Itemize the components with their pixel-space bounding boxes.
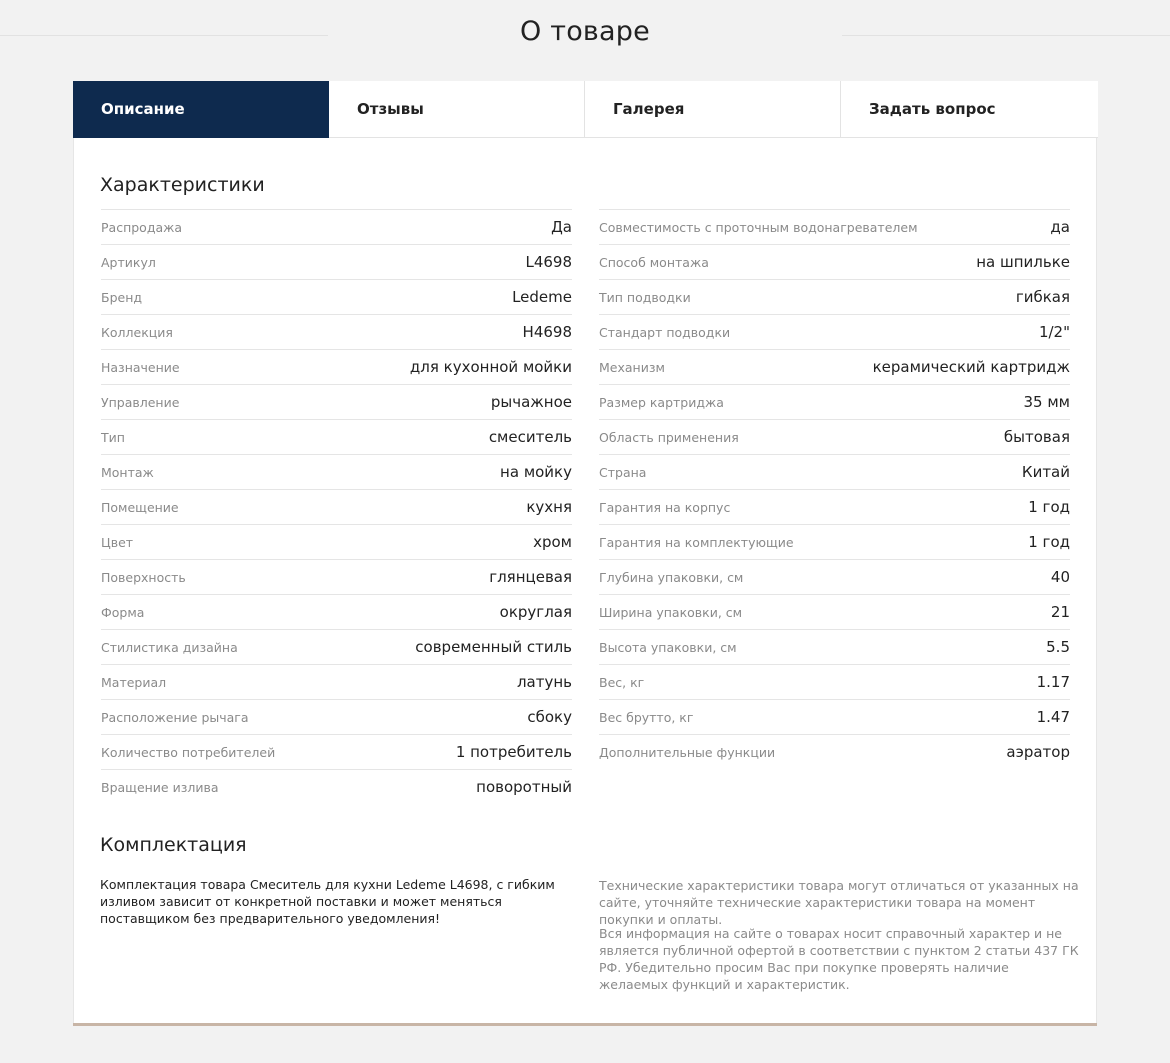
spec-key: Размер картриджа: [599, 394, 724, 410]
spec-value: современный стиль: [415, 638, 572, 656]
disclaimer-offer: Вся информация на сайте о товарах носит справочный характер и не является публичной офертой в соответствии с пунктом 2 статьи 437 ГК РФ. Убедительно просим Вас при покупке проверять наличие желаемых функций и характеристик.: [599, 926, 1079, 992]
kit-text: Комплектация товара Смеситель для кухни Ledeme L4698, с гибким изливом зависит от конкретной поставки и может меняться поставщиком без предварительного уведомления!: [100, 877, 555, 926]
tab-ask-question[interactable]: Задать вопрос: [841, 81, 1098, 138]
spec-row: [101, 769, 572, 804]
spec-value: Да: [551, 218, 572, 236]
spec-row: [101, 209, 572, 244]
spec-key: Форма: [101, 604, 145, 620]
spec-row: [599, 419, 1070, 454]
spec-row: [599, 489, 1070, 524]
spec-row: [101, 629, 572, 664]
spec-value: 5.5: [1046, 638, 1070, 656]
spec-key: Управление: [101, 394, 180, 410]
spec-value: хром: [533, 533, 572, 551]
spec-row: [101, 699, 572, 734]
disclaimer-specs: Технические характеристики товара могут отличаться от указанных на сайте, уточняйте технические характеристики товара на момент покупки и оплаты.: [599, 878, 1079, 927]
spec-value: 21: [1050, 603, 1070, 621]
spec-value: 1.17: [1036, 673, 1070, 691]
spec-row: [101, 314, 572, 349]
spec-row: [599, 454, 1070, 489]
spec-row: [599, 699, 1070, 734]
spec-row: [599, 524, 1070, 559]
spec-value: Ledeme: [512, 288, 572, 306]
spec-value: 40: [1050, 568, 1070, 586]
spec-row: [599, 349, 1070, 384]
specs-left-column: [101, 209, 572, 804]
spec-value: для кухонной мойки: [409, 358, 572, 376]
card-bottom-accent: [73, 1023, 1097, 1026]
spec-value: Китай: [1021, 463, 1070, 481]
spec-row: [101, 279, 572, 314]
spec-key: Способ монтажа: [599, 254, 709, 270]
spec-value: 1.47: [1036, 708, 1070, 726]
spec-key: Тип подводки: [599, 289, 691, 305]
spec-value: H4698: [522, 323, 572, 341]
spec-key: Стилистика дизайна: [101, 639, 238, 655]
spec-value: керамический картридж: [872, 358, 1070, 376]
spec-key: Стандарт подводки: [599, 324, 731, 340]
specs-title: Характеристики: [100, 174, 265, 196]
spec-value: L4698: [525, 253, 572, 271]
spec-key: Механизм: [599, 359, 665, 375]
spec-row: [101, 734, 572, 769]
spec-row: [599, 559, 1070, 594]
spec-key: Дополнительные функции: [599, 744, 776, 760]
spec-row: [599, 664, 1070, 699]
spec-key: Ширина упаковки, см: [599, 604, 743, 620]
spec-row: [101, 664, 572, 699]
spec-row: [599, 594, 1070, 629]
spec-value: рычажное: [490, 393, 572, 411]
spec-value: латунь: [516, 673, 572, 691]
spec-value: кухня: [526, 498, 572, 516]
spec-key: Монтаж: [101, 464, 154, 480]
spec-key: Гарантия на комплектующие: [599, 534, 794, 550]
spec-key: Расположение рычага: [101, 709, 249, 725]
spec-key: Область применения: [599, 429, 739, 445]
spec-row: [599, 279, 1070, 314]
spec-key: Назначение: [101, 359, 180, 375]
spec-row: [599, 384, 1070, 419]
spec-row: [599, 629, 1070, 664]
spec-row: [599, 209, 1070, 244]
spec-key: Поверхность: [101, 569, 186, 585]
spec-key: Совместимость с проточным водонагревателем: [599, 219, 918, 235]
spec-value: 35 мм: [1023, 393, 1070, 411]
spec-key: Страна: [599, 464, 647, 480]
tab-bar: [73, 81, 1098, 138]
spec-row: [101, 349, 572, 384]
kit-title: Комплектация: [100, 834, 247, 856]
spec-key: Цвет: [101, 534, 134, 550]
spec-row: [101, 384, 572, 419]
spec-key: Коллекция: [101, 324, 173, 340]
spec-value: поворотный: [476, 778, 572, 796]
spec-value: смеситель: [488, 428, 572, 446]
spec-key: Вес брутто, кг: [599, 709, 694, 725]
spec-key: Высота упаковки, см: [599, 639, 737, 655]
spec-row: [599, 314, 1070, 349]
spec-value: глянцевая: [489, 568, 572, 586]
spec-key: Количество потребителей: [101, 744, 276, 760]
tab-description[interactable]: Описание: [73, 81, 329, 138]
spec-key: Помещение: [101, 499, 179, 515]
tab-gallery[interactable]: Галерея: [585, 81, 841, 138]
spec-key: Гарантия на корпус: [599, 499, 731, 515]
spec-row: [101, 489, 572, 524]
spec-key: Материал: [101, 674, 167, 690]
spec-value: бытовая: [1003, 428, 1070, 446]
tab-reviews[interactable]: Отзывы: [329, 81, 585, 138]
product-info-card: [73, 81, 1097, 1026]
spec-value: 1 год: [1028, 498, 1070, 516]
header-divider-right: [842, 35, 1170, 36]
specs-right-column: [599, 209, 1070, 769]
spec-key: Тип: [101, 429, 125, 445]
spec-row: [101, 454, 572, 489]
spec-key: Бренд: [101, 289, 143, 305]
spec-row: [101, 244, 572, 279]
spec-row: [599, 244, 1070, 279]
spec-row: [101, 419, 572, 454]
spec-value: сбоку: [527, 708, 572, 726]
spec-row: [599, 734, 1070, 769]
spec-value: гибкая: [1015, 288, 1070, 306]
spec-value: 1/2": [1038, 323, 1070, 341]
spec-value: аэратор: [1006, 743, 1070, 761]
spec-key: Вращение излива: [101, 779, 219, 795]
spec-value: на мойку: [500, 463, 572, 481]
spec-value: 1 год: [1028, 533, 1070, 551]
spec-row: [101, 524, 572, 559]
spec-key: Распродажа: [101, 219, 183, 235]
page-title: О товаре: [520, 16, 650, 47]
spec-value: да: [1050, 218, 1070, 236]
spec-value: округлая: [499, 603, 572, 621]
spec-value: на шпильке: [976, 253, 1070, 271]
spec-row: [101, 559, 572, 594]
spec-key: Глубина упаковки, см: [599, 569, 744, 585]
spec-key: Вес, кг: [599, 674, 645, 690]
spec-key: Артикул: [101, 254, 156, 270]
spec-row: [101, 594, 572, 629]
spec-value: 1 потребитель: [455, 743, 572, 761]
section-header: [0, 0, 1170, 72]
